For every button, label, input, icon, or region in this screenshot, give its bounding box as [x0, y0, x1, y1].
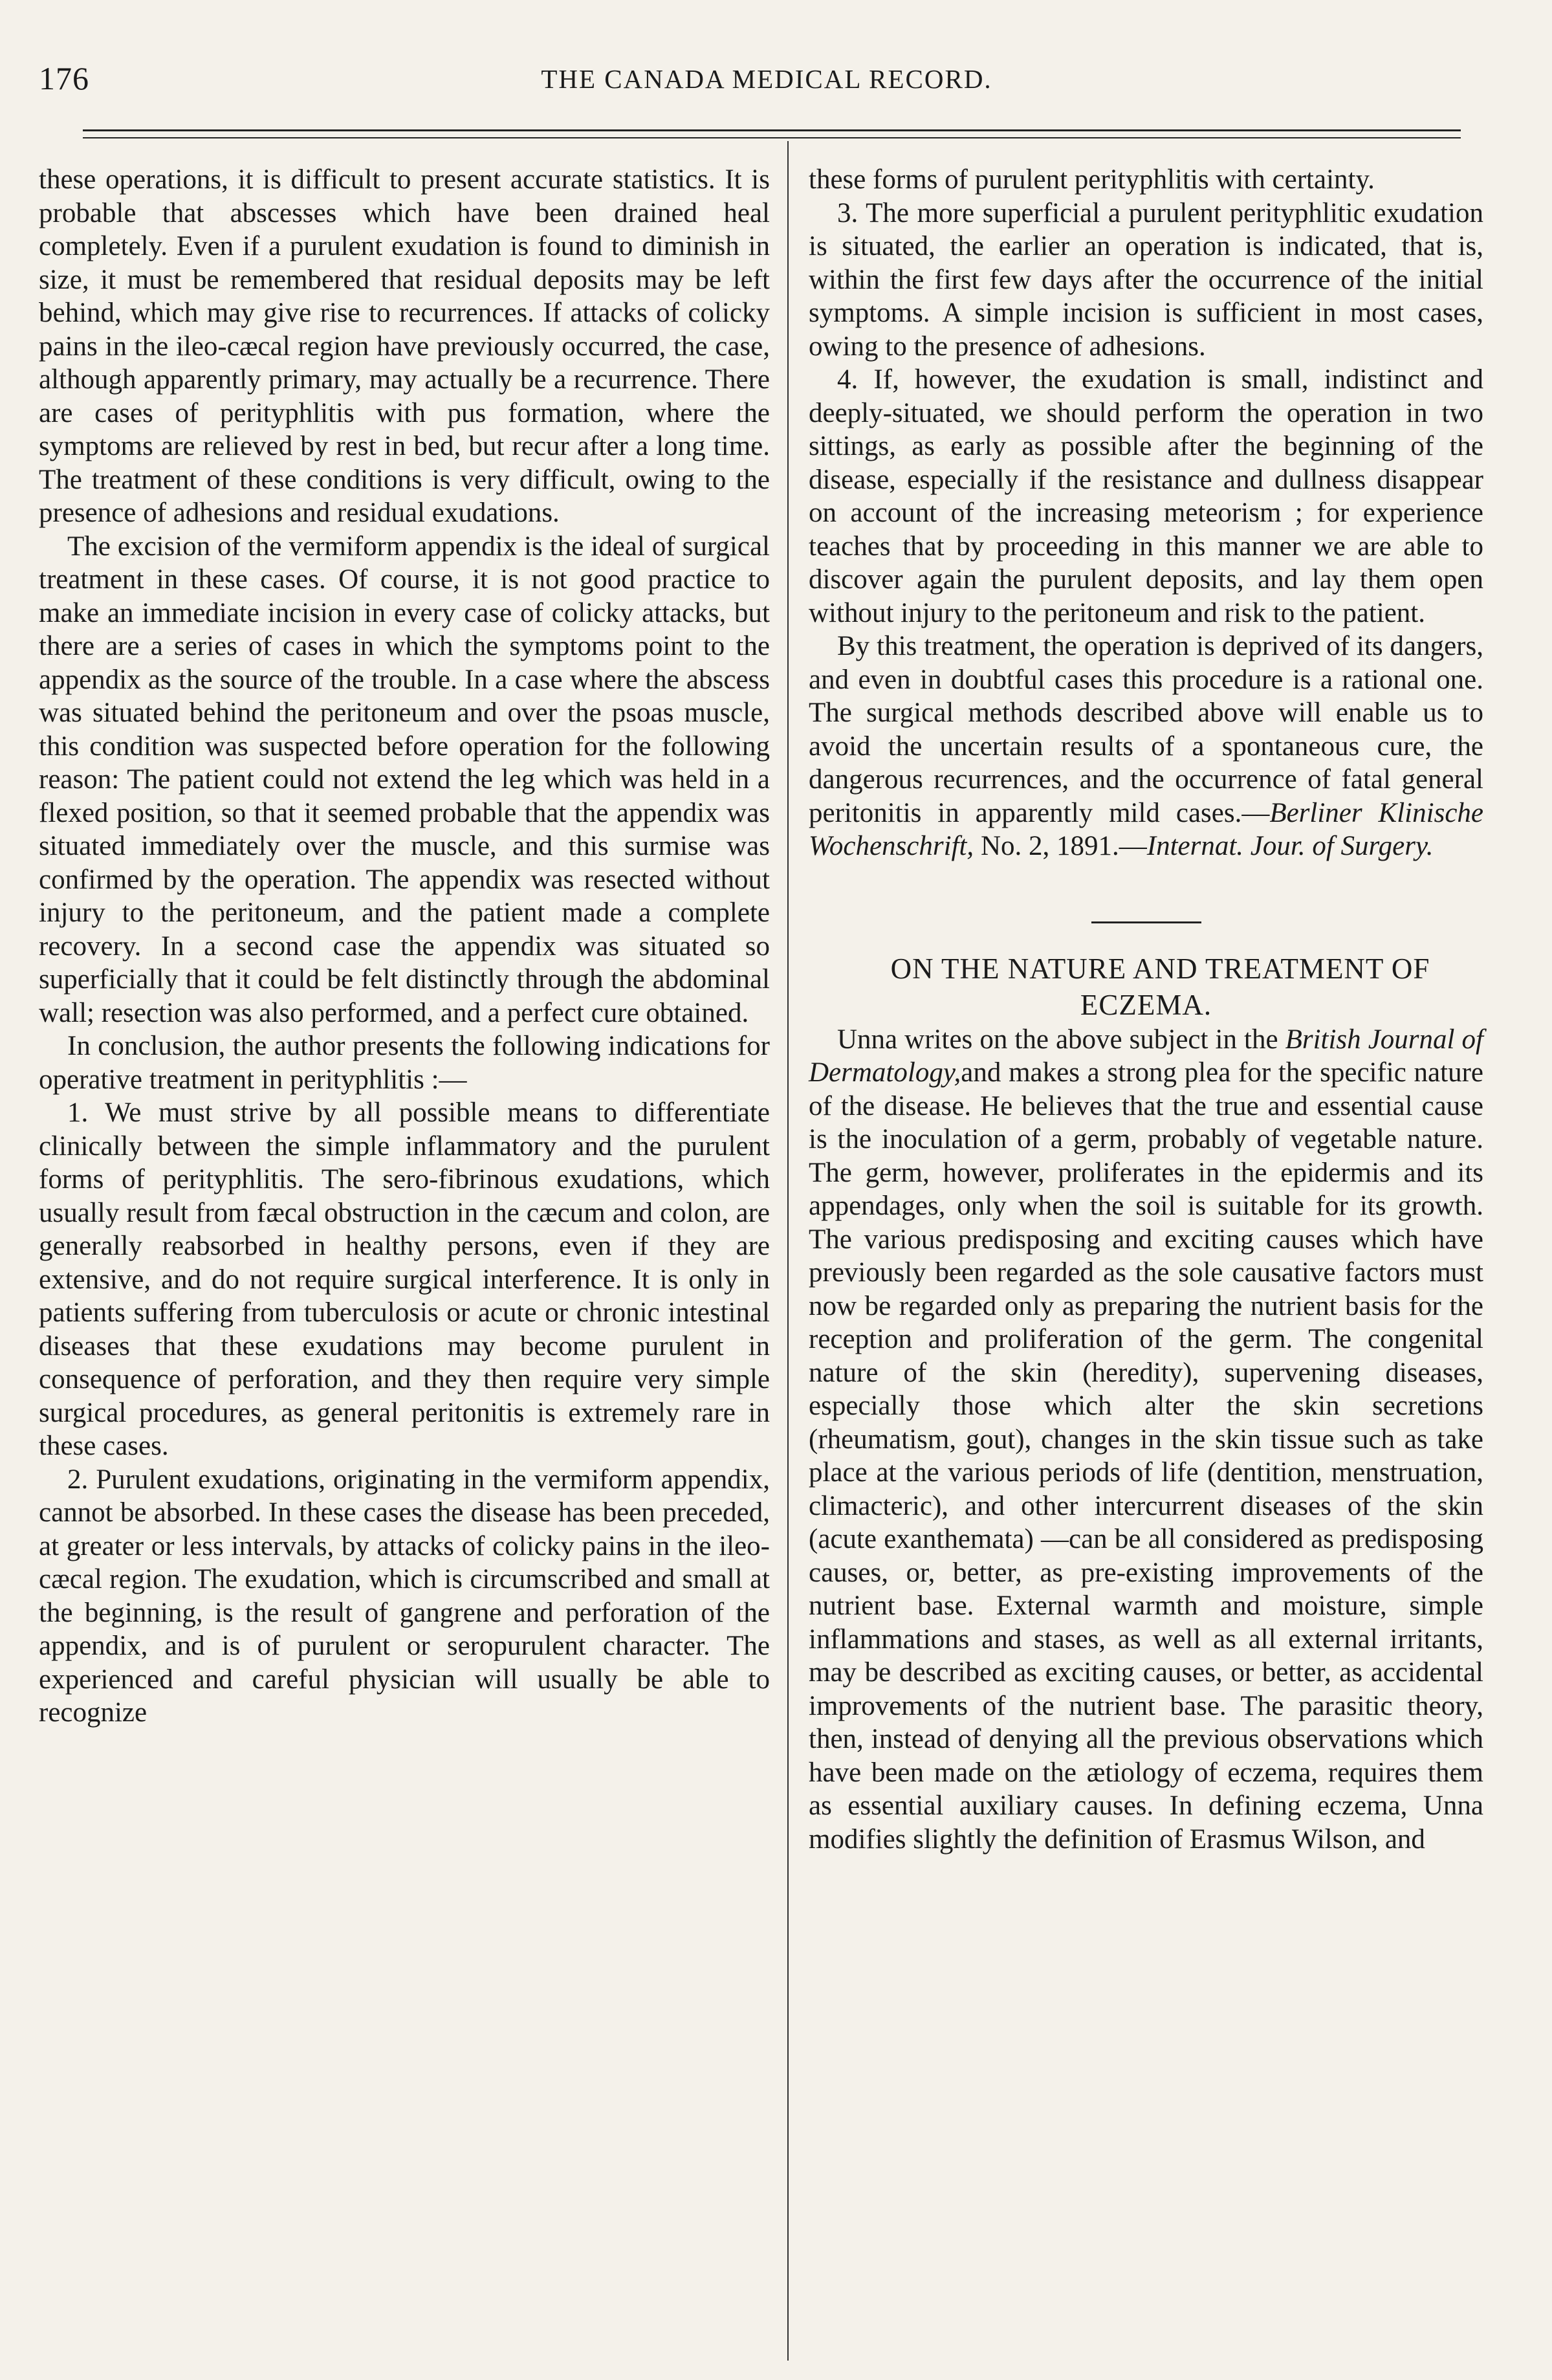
- section-divider: [1091, 921, 1201, 923]
- paragraph-text: and makes a strong plea for the specific nature of the disease. He believes that the true and essential cause is the inoculation of a germ, probably of vegetable nature. The germ, however, proliferates in the epidermis and its appendages, only when the soil is suitable for its growth. The various predisposing and exciting causes which have previously been regarded as the sole causative factors must now be regarded only as preparing the nutrient basis for the reception and proliferation of the germ. The congenital nature of the skin (heredity), supervening diseases, especially those which alter the skin secretions (rheumatism, gout), changes in the skin tissue such as take place at the various periods of life (dentition, menstruation, climacteric), and other intercurrent diseases of the skin (acute exanthemata) —can be all considered as predisposing causes, or, better, as pre-existing improvements of the nutrient base. External warmth and moisture, simple inflammations and stases, as well as all external irritants, may be described as exciting causes, or better, as accidental improvements of the nutrient base. The parasitic theory, then, instead of denying all the previous observations which have been made on the ætiology of eczema, requires them as essential auxiliary causes. In defining eczema, Unna modifies slightly the definition of Erasmus Wilson, and: [809, 1057, 1483, 1855]
- paragraph-text: By this treatment, the operation is deprived of its dangers, and even in doubtful cases this procedure is a rational one. The surgical methods described above will enable us to avoid the uncertain results of a spontaneous cure, the dangerous recurrences, and the occurrence of fatal general peritonitis in apparently mild cases.—: [809, 631, 1483, 828]
- paragraph: these operations, it is difficult to present accurate statistics. It is probable that abscesses which have been drained heal completely. Even if a purulent exudation is found to diminish in size, it must be remembered that residual deposits may be left behind, which may give rise to recurrences. If attacks of colicky pains in the ileo-cæcal region have previously occurred, the case, although apparently primary, may actually be a recurrence. There are cases of perityphlitis with pus formation, where the symptoms are relieved by rest in bed, but recur after a long time. The treatment of these conditions is very difficult, owing to the presence of adhesions and residual exudations.: [39, 164, 770, 528]
- paragraph: 2. Purulent exudations, originating in the vermiform appendix, cannot be absorbed. In these cases the disease has been preceded, at greater or less intervals, by attacks of colicky pains in the ileo-cæcal region. The exudation, which is circumscribed and small at the beginning, is the result of gangrene and perforation of the appendix, and is of purulent or seropurulent character. The experienced and careful physician will usually be able to recognize: [39, 1464, 770, 1728]
- journal-name: British Journal of Dermatology,: [809, 1024, 1483, 1088]
- paragraph: 4. If, however, the exudation is small, indistinct and deeply-situated, we should perform the operation in two sittings, as early as possible after the beginning of the disease, especially if the resistance and dullness disappear on account of the increasing meteorism ; for experience teaches that by proceeding in this manner we are able to discover again the purulent deposits, and lay them open without injury to the peritoneum and risk to the patient.: [809, 364, 1483, 628]
- paragraph: 1. We must strive by all possible means to differentiate clinically between the simple inflammatory and the purulent forms of perityphlitis. The sero-fibrinous exudations, which usually result from fæcal obstruction in the cæcum and colon, are generally reabsorbed in healthy persons, even if they are extensive, and do not require surgical interference. It is only in patients suffering from tuberculosis or acute or chronic intestinal diseases that these exudations may become purulent in consequence of perforation, and they then require very simple surgical procedures, as general peritonitis is extremely rare in these cases.: [39, 1097, 770, 1461]
- paragraph: The excision of the vermiform appendix is the ideal of surgical treatment in these cases. Of course, it is not good practice to make an immediate incision in every case of colicky attacks, but there are a series of cases in which the symptoms point to the appendix as the source of the trouble. In a case where the abscess was situated behind the peritoneum and over the psoas muscle, this condition was suspected before operation for the following reason: The patient could not extend the leg which was held in a flexed position, so that it seemed probable that the appendix was situated immediately over the muscle, and this surmise was confirmed by the operation. The appendix was resected without injury to the peritoneum, and the patient made a complete recovery. In a second case the appendix was situated so superficially that it could be felt distinctly through the abdominal wall; resection was also performed, and a perfect cure obtained.: [39, 531, 770, 1028]
- paragraph: [809, 1023, 1483, 1857]
- running-title: THE CANADA MEDICAL RECORD.: [541, 64, 992, 94]
- paragraph: In conclusion, the author presents the following indications for operative treatment in perityphlitis :—: [39, 1031, 770, 1095]
- paragraph-text: Unna writes on the above subject in the: [837, 1024, 1285, 1055]
- page-number: 176: [39, 60, 89, 96]
- header-double-rule: [83, 129, 1461, 138]
- citation-source: Internat. Jour. of Surgery.: [1146, 831, 1434, 861]
- paragraph: [809, 630, 1483, 863]
- citation-journal: Berliner Klinische Wochenschrift,: [809, 797, 1483, 861]
- paragraph: these forms of purulent perityphlitis with certainty.: [809, 164, 1375, 195]
- column-divider: [787, 141, 789, 2361]
- citation-issue: No. 2, 1891.—: [974, 831, 1147, 861]
- paragraph: 3. The more superficial a purulent perityphlitic exudation is situated, the earlier an operation is indicated, that is, within the first few days after the occurrence of the initial symptoms. A simple incision is sufficient in most cases, owing to the presence of adhesions.: [809, 197, 1483, 362]
- right-column: [809, 163, 1483, 1856]
- article-title: ON THE NATURE AND TREATMENT OF ECZEMA.: [890, 952, 1430, 1021]
- left-column: [39, 163, 770, 1730]
- page-header: [39, 60, 1494, 111]
